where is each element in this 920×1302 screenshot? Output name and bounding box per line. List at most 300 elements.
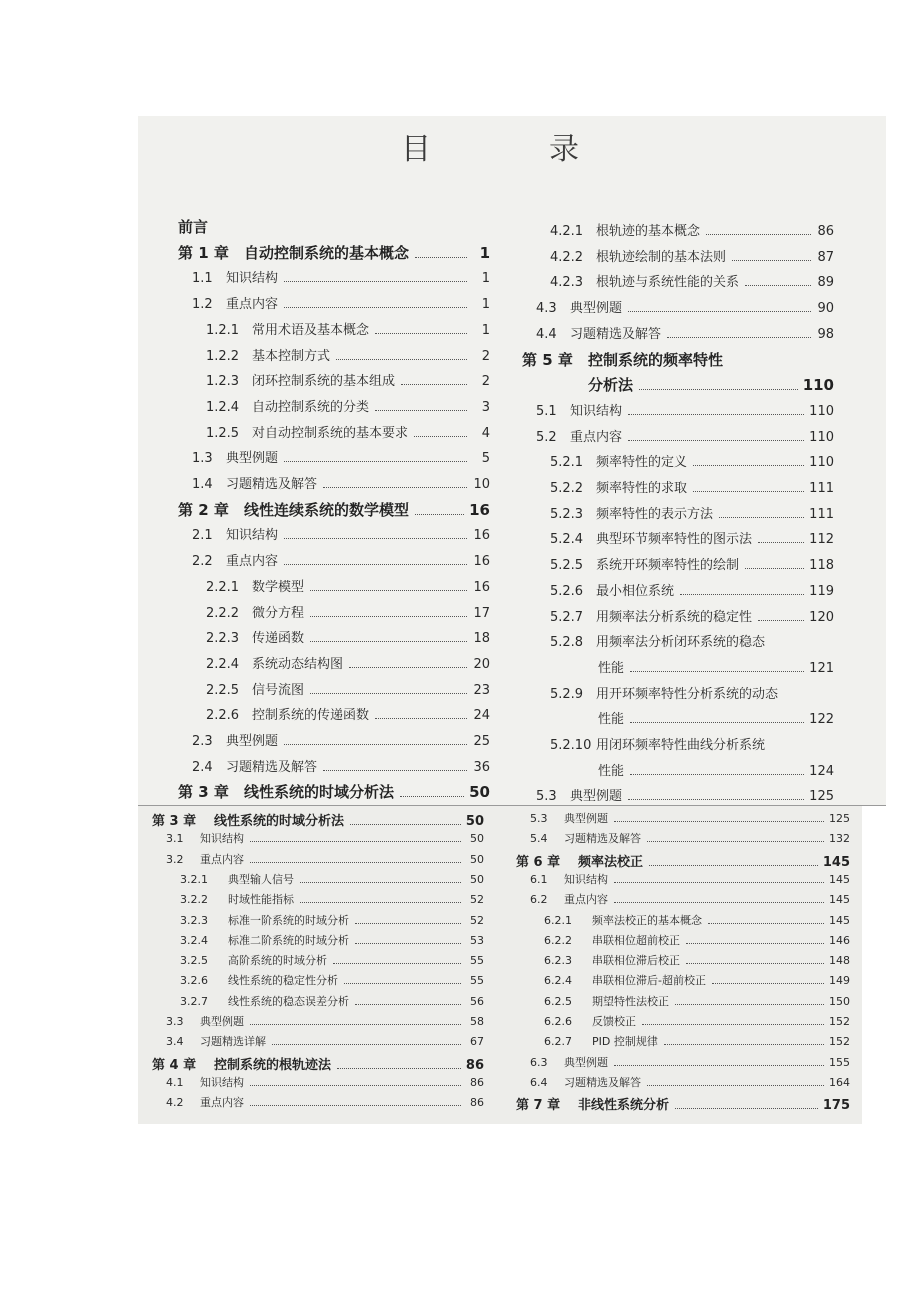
toc-entry-title: 频率法校正 <box>578 854 644 870</box>
toc-entry-title: 传递函数 <box>252 631 305 647</box>
toc-leader-dots <box>614 1065 824 1066</box>
toc-leader-dots <box>680 594 804 595</box>
toc-entry-number: 第 5 章 <box>522 350 573 369</box>
toc-entry-title: 串联相位滞后校正 <box>592 954 680 968</box>
toc-entry-title: 知识结构 <box>226 271 279 287</box>
toc-entry-title: 基本控制方式 <box>252 348 331 364</box>
toc-entry <box>180 891 484 907</box>
toc-entry-title: 串联相位超前校正 <box>592 933 680 947</box>
toc-leader-dots <box>693 465 804 466</box>
toc-entry-title: 线性系统的稳定性分析 <box>228 974 338 988</box>
toc-entry-page: 58 <box>470 1015 484 1028</box>
toc-leader-dots <box>628 799 804 800</box>
toc-entry <box>206 602 490 621</box>
toc-entry-page: 67 <box>470 1035 484 1049</box>
toc-entry <box>544 972 850 988</box>
toc-entry <box>206 396 490 415</box>
toc-entry-number: 3.2.4 <box>180 933 208 947</box>
toc-entry-page: 145 <box>829 913 850 927</box>
toc-entry-page: 146 <box>829 933 850 947</box>
toc-entry-page: 124 <box>809 763 834 779</box>
toc-chapter-entry <box>516 851 850 870</box>
toc-entry-number: 6.4 <box>530 1075 548 1089</box>
toc-entry <box>530 891 850 907</box>
toc-entry-title: 标准一阶系统的时域分析 <box>228 913 349 927</box>
toc-leader-dots <box>415 257 467 258</box>
toc-entry <box>544 932 850 948</box>
toc-entry <box>550 683 834 702</box>
toc-entry-number: 第 3 章 <box>178 783 229 802</box>
toc-entry-title: 典型例题 <box>570 789 623 805</box>
toc-entry-number: 5.2.10 <box>550 738 592 753</box>
toc-entry-page: 110 <box>802 376 834 395</box>
toc-entry-page: 36 <box>473 759 490 775</box>
toc-entry-number: 2.2.4 <box>206 656 240 672</box>
toc-leader-dots <box>712 983 824 984</box>
toc-leader-dots <box>639 389 798 390</box>
toc-entry <box>536 426 834 445</box>
toc-leader-dots <box>614 821 824 822</box>
toc-entry <box>206 679 490 698</box>
toc-entry-number: 1.4 <box>192 477 213 492</box>
toc-entry-number: 第 2 章 <box>178 500 229 519</box>
toc-entry-number: 5.1 <box>536 403 557 419</box>
toc-leader-dots <box>628 440 804 441</box>
toc-entry-number: 4.1 <box>166 1075 184 1089</box>
toc-entry-page: 125 <box>829 812 850 825</box>
toc-leader-dots <box>706 234 811 235</box>
toc-entry-title: 串联相位滞后-超前校正 <box>592 974 706 988</box>
toc-leader-dots <box>250 862 461 863</box>
toc-entry <box>550 220 834 239</box>
toc-entry-number: 第 1 章 <box>178 243 229 262</box>
toc-entry-page: 125 <box>809 789 834 805</box>
toc-entry <box>192 756 490 775</box>
toc-entry-title: 控制系统的频率特性 <box>588 350 724 369</box>
toc-entry-page: 1 <box>479 243 490 262</box>
toc-entry-title: 根轨迹绘制的基本法则 <box>596 249 727 265</box>
toc-leader-dots <box>401 384 467 385</box>
toc-entry <box>598 657 834 676</box>
toc-entry <box>550 451 834 470</box>
toc-entry <box>530 1074 850 1090</box>
toc-leader-dots <box>344 983 461 984</box>
toc-entry-number: 3.2.1 <box>180 872 208 886</box>
toc-entry-title: 线性系统的稳态误差分析 <box>228 994 349 1008</box>
toc-entry-number: 2.2.6 <box>206 708 240 724</box>
toc-entry-number: 1.2.5 <box>206 425 240 441</box>
toc-entry <box>530 871 850 887</box>
toc-leader-dots <box>336 359 467 360</box>
toc-entry-title: 微分方程 <box>252 605 305 621</box>
toc-entry-title: 重点内容 <box>226 297 279 313</box>
toc-entry-page: 87 <box>817 249 834 265</box>
toc-leader-dots <box>375 410 467 411</box>
toc-leader-dots <box>284 564 467 565</box>
scan-top-panel <box>138 116 886 806</box>
toc-entry-page: 25 <box>473 734 490 749</box>
toc-entry-title: 性能 <box>598 763 625 779</box>
toc-entry <box>166 830 484 846</box>
toc-entry <box>192 447 490 466</box>
toc-leader-dots <box>628 311 811 312</box>
toc-entry-page: 120 <box>809 609 834 625</box>
toc-entry-number: 1.2.4 <box>206 399 240 415</box>
toc-leader-dots <box>323 770 467 771</box>
toc-entry-title: 系统动态结构图 <box>252 656 344 672</box>
toc-entry-page: 50 <box>470 852 484 866</box>
toc-entry-number: 3.2.2 <box>180 893 208 907</box>
toc-entry <box>550 477 834 496</box>
toc-entry-title: 分析法 <box>588 376 634 395</box>
toc-entry-title: 知识结构 <box>226 528 279 544</box>
toc-entry-page: 152 <box>829 1035 850 1049</box>
toc-entry-page: 90 <box>817 301 834 317</box>
toc-leader-dots <box>310 590 467 591</box>
toc-leader-dots <box>628 414 804 415</box>
toc-entry-page: 50 <box>469 783 490 802</box>
toc-entry-title: 用频率法分析闭环系统的稳态 <box>596 635 766 651</box>
toc-entry-number: 2.2.1 <box>206 579 240 595</box>
toc-leader-dots <box>647 841 824 842</box>
toc-entry <box>206 319 490 338</box>
toc-leader-dots <box>686 943 824 944</box>
toc-entry-title: 闭环控制系统的基本组成 <box>252 374 396 390</box>
toc-leader-dots <box>686 963 824 964</box>
toc-entry-number: 6.2 <box>530 893 548 907</box>
toc-entry-number: 6.2.1 <box>544 913 572 927</box>
toc-entry <box>166 1033 484 1049</box>
toc-entry-page: 16 <box>469 500 490 519</box>
toc-leader-dots <box>732 260 811 261</box>
toc-entry <box>180 993 484 1009</box>
toc-entry-title: 习题精选及解答 <box>564 1075 641 1089</box>
toc-leader-dots <box>284 307 467 308</box>
toc-entry-title: 知识结构 <box>570 403 623 419</box>
toc-entry-title: 典型例题 <box>564 1055 608 1069</box>
toc-entry-page: 121 <box>809 660 834 676</box>
toc-entry-page: 16 <box>473 579 490 595</box>
toc-entry-title: 用开环频率特性分析系统的动态 <box>596 686 779 702</box>
toc-entry-title: 系统开环频率特性的绘制 <box>596 558 740 574</box>
toc-leader-dots <box>355 923 461 924</box>
toc-leader-dots <box>693 491 804 492</box>
toc-entry-title: 习题精选及解答 <box>226 759 318 775</box>
toc-entry <box>192 550 490 569</box>
toc-entry-number: 3.4 <box>166 1035 184 1049</box>
toc-entry-title: 线性系统的时域分析法 <box>244 783 395 802</box>
toc-leader-dots <box>300 902 461 903</box>
toc-entry-page: 122 <box>809 712 834 728</box>
toc-leader-dots <box>375 333 467 334</box>
toc-entry-number: 5.2.2 <box>550 481 584 496</box>
toc-entry <box>544 993 850 1009</box>
toc-entry-title: 知识结构 <box>200 1075 244 1089</box>
toc-entry-page: 17 <box>473 605 490 621</box>
toc-entry-page: 118 <box>809 558 834 574</box>
toc-entry <box>192 524 490 543</box>
toc-entry <box>536 323 834 342</box>
toc-entry-page: 89 <box>817 275 834 291</box>
toc-entry-title: 最小相位系统 <box>596 583 675 599</box>
toc-entry-number: 5.2.3 <box>550 506 584 522</box>
toc-entry-title: 习题精选详解 <box>200 1035 266 1049</box>
toc-entry-number: 3.2.5 <box>180 954 208 968</box>
toc-entry-title: 数学模型 <box>252 579 305 595</box>
toc-entry <box>192 293 490 312</box>
toc-entry-title: 典型例题 <box>200 1015 244 1028</box>
toc-entry-page: 164 <box>829 1075 850 1089</box>
toc-entry-page: 2 <box>481 348 490 364</box>
toc-entry-title: 时域性能指标 <box>228 893 294 907</box>
toc-entry-title: 典型输人信号 <box>228 872 294 886</box>
toc-entry-page: 55 <box>470 954 484 968</box>
toc-leader-dots <box>642 1024 824 1025</box>
toc-entry <box>192 267 490 286</box>
toc-leader-dots <box>310 616 467 617</box>
toc-leader-dots <box>284 744 467 745</box>
toc-leader-dots <box>250 841 461 842</box>
toc-entry-number: 2.2.3 <box>206 631 240 647</box>
toc-leader-dots <box>649 865 818 866</box>
toc-entry-number: 4.2.2 <box>550 249 584 265</box>
toc-entry-number: 6.2.3 <box>544 954 572 968</box>
toc-entry-number: 5.2 <box>536 429 557 445</box>
toc-entry-title: 信号流图 <box>252 682 305 698</box>
toc-entry <box>544 952 850 968</box>
toc-entry-title: 重点内容 <box>570 429 623 445</box>
toc-entry-number: 3.1 <box>166 832 184 846</box>
toc-entry-title: 知识结构 <box>200 832 244 846</box>
toc-entry <box>544 1013 850 1029</box>
toc-entry <box>206 345 490 364</box>
toc-entry <box>178 216 490 237</box>
toc-entry <box>206 370 490 389</box>
toc-entry-page: 1 <box>481 322 490 338</box>
toc-entry-number: 第 3 章 <box>152 814 197 829</box>
toc-entry-page: 112 <box>809 532 834 548</box>
toc-entry-page: 175 <box>822 1098 850 1114</box>
toc-entry-number: 4.4 <box>536 326 557 342</box>
toc-chapter-entry <box>522 349 834 370</box>
toc-entry-number: 3.3 <box>166 1015 184 1028</box>
toc-entry <box>166 1013 484 1029</box>
toc-leader-dots <box>400 796 464 797</box>
toc-leader-dots <box>415 514 464 515</box>
toc-leader-dots <box>300 882 461 883</box>
toc-entry-page: 145 <box>829 893 850 907</box>
toc-entry-number: 1.3 <box>192 451 213 467</box>
toc-entry-page: 52 <box>470 913 484 927</box>
toc-entry <box>192 473 490 492</box>
toc-entry-title: 非线性系统分析 <box>578 1098 670 1114</box>
toc-entry-number: 3.2.6 <box>180 974 208 988</box>
toc-entry <box>550 580 834 599</box>
toc-leader-dots <box>333 963 461 964</box>
toc-entry-number: 5.3 <box>530 812 548 825</box>
toc-entry-page: 53 <box>470 933 484 947</box>
toc-entry-number: 3.2.7 <box>180 994 208 1008</box>
toc-entry-page: 1 <box>481 271 490 287</box>
toc-entry-number: 3.2 <box>166 852 184 866</box>
toc-entry-number: 6.2.7 <box>544 1035 572 1049</box>
toc-leader-dots <box>414 436 467 437</box>
toc-entry <box>180 932 484 948</box>
toc-leader-dots <box>250 1024 461 1025</box>
toc-entry-number: 1.1 <box>192 271 213 287</box>
toc-entry <box>598 760 834 779</box>
toc-leader-dots <box>630 774 804 775</box>
toc-entry-number: 5.2.9 <box>550 686 584 702</box>
toc-entry <box>206 704 490 723</box>
toc-entry-number: 第 7 章 <box>516 1098 561 1114</box>
toc-entry <box>536 785 834 804</box>
toc-leader-dots <box>284 461 467 462</box>
toc-leader-dots <box>284 281 467 282</box>
toc-entry <box>206 653 490 672</box>
toc-entry <box>550 606 834 625</box>
toc-entry-title: 控制系统的根轨迹法 <box>214 1057 332 1073</box>
toc-entry-title: 习题精选及解答 <box>564 832 641 846</box>
toc-chapter-entry <box>178 499 490 520</box>
toc-leader-dots <box>272 1044 461 1045</box>
toc-entry-title: 重点内容 <box>226 554 279 570</box>
toc-entry <box>550 503 834 522</box>
toc-entry-page: 86 <box>470 1096 484 1110</box>
toc-entry-number: 2.4 <box>192 759 213 775</box>
toc-entry-page: 155 <box>829 1055 850 1069</box>
toc-leader-dots <box>675 1108 818 1109</box>
toc-entry <box>166 851 484 867</box>
toc-entry <box>550 528 834 547</box>
toc-entry-title: 性能 <box>598 712 625 728</box>
toc-entry <box>530 1054 850 1070</box>
toc-leader-dots <box>758 620 804 621</box>
toc-entry-title: 频率法校正的基本概念 <box>592 913 702 927</box>
toc-entry-page: 50 <box>470 832 484 846</box>
toc-entry-page: 55 <box>470 974 484 988</box>
toc-entry-number: 2.2 <box>192 554 213 570</box>
toc-entry-number: 1.2.1 <box>206 322 240 338</box>
toc-entry-title: 期望特性法校正 <box>592 994 669 1008</box>
scan-bottom-panel <box>138 806 862 1124</box>
toc-entry-number: 6.2.4 <box>544 974 572 988</box>
toc-leader-dots <box>758 542 804 543</box>
toc-entry-title: 频率特性的定义 <box>596 455 688 471</box>
toc-entry-title: 习题精选及解答 <box>226 477 318 492</box>
toc-entry-number: 2.2.5 <box>206 682 240 698</box>
toc-entry-number: 1.2 <box>192 297 213 313</box>
toc-entry <box>530 830 850 846</box>
toc-entry-page: 111 <box>809 481 834 496</box>
toc-entry-number: 1.2.2 <box>206 348 240 364</box>
toc-entry-page: 18 <box>473 631 490 647</box>
page-title: 目 录 <box>401 132 623 167</box>
toc-leader-dots <box>375 718 467 719</box>
toc-entry-number: 4.2 <box>166 1096 184 1110</box>
toc-entry <box>550 554 834 573</box>
toc-entry-title: 反馈校正 <box>592 1015 636 1028</box>
toc-entry-number: 5.4 <box>530 832 548 846</box>
toc-entry-title: 线性连续系统的数学模型 <box>244 500 410 519</box>
toc-leader-dots <box>250 1085 461 1086</box>
toc-entry-page: 10 <box>473 477 490 492</box>
toc-entry-title: 频率特性的表示方法 <box>596 506 714 522</box>
toc-chapter-entry <box>178 781 490 802</box>
toc-entry-page: 56 <box>470 994 484 1008</box>
toc-entry <box>166 1074 484 1090</box>
toc-entry-number: 5.2.7 <box>550 609 584 625</box>
toc-entry <box>536 400 834 419</box>
toc-entry-title: 重点内容 <box>200 1096 244 1110</box>
toc-entry-number: 4.2.1 <box>550 224 584 239</box>
toc-entry-number: 5.2.6 <box>550 583 584 599</box>
toc-entry-page: 16 <box>473 528 490 544</box>
toc-entry-page: 86 <box>817 224 834 239</box>
toc-entry-title: 对自动控制系统的基本要求 <box>252 425 409 441</box>
toc-entry-title: 典型例题 <box>226 734 279 749</box>
toc-entry-number: 3.2.3 <box>180 913 208 927</box>
toc-entry-page: 3 <box>481 399 490 415</box>
toc-entry <box>550 271 834 290</box>
toc-entry-number: 6.2.6 <box>544 1015 572 1028</box>
toc-entry-title: 控制系统的传递函数 <box>252 708 370 724</box>
toc-entry-number: 第 4 章 <box>152 1057 197 1073</box>
toc-entry-title: 知识结构 <box>564 872 608 886</box>
toc-leader-dots <box>630 722 804 723</box>
toc-entry <box>550 734 834 753</box>
toc-entry-title: 习题精选及解答 <box>570 326 662 342</box>
toc-entry-number: 6.1 <box>530 872 548 886</box>
toc-entry-title: 自动控制系统的基本概念 <box>244 243 410 262</box>
toc-leader-dots <box>630 671 804 672</box>
toc-entry <box>192 730 490 749</box>
toc-entry-page: 110 <box>809 429 834 445</box>
toc-entry-number: 5.2.5 <box>550 558 584 574</box>
toc-entry <box>598 708 834 727</box>
toc-entry-page: 98 <box>817 326 834 342</box>
toc-entry <box>180 912 484 928</box>
toc-entry-page: 4 <box>481 425 490 441</box>
toc-leader-dots <box>310 641 467 642</box>
toc-entry-page: 52 <box>470 893 484 907</box>
toc-leader-dots <box>350 824 461 825</box>
toc-entry-title: 常用术语及基本概念 <box>252 322 370 338</box>
toc-entry-page: 145 <box>822 854 850 870</box>
toc-leader-dots <box>355 943 461 944</box>
toc-entry-page: 149 <box>829 974 850 988</box>
toc-entry-number: 5.3 <box>536 789 557 805</box>
toc-entry <box>180 952 484 968</box>
toc-entry-number: 5.2.8 <box>550 635 584 651</box>
toc-entry <box>544 1033 850 1049</box>
toc-entry-number: 6.3 <box>530 1055 548 1069</box>
toc-entry <box>544 912 850 928</box>
toc-entry-page: 5 <box>481 451 490 467</box>
toc-entry-page: 1 <box>481 297 490 313</box>
toc-entry-page: 145 <box>829 872 850 886</box>
toc-leader-dots <box>647 1085 824 1086</box>
toc-leader-dots <box>349 667 467 668</box>
toc-entry <box>180 972 484 988</box>
toc-entry-page: 110 <box>809 455 834 471</box>
toc-chapter-entry <box>152 810 484 829</box>
toc-entry-page: 132 <box>829 832 850 846</box>
toc-entry-title: 用频率法分析系统的稳定性 <box>596 609 753 625</box>
toc-entry-number: 4.2.3 <box>550 275 584 291</box>
toc-leader-dots <box>310 693 467 694</box>
toc-entry-title: 典型例题 <box>564 812 608 825</box>
